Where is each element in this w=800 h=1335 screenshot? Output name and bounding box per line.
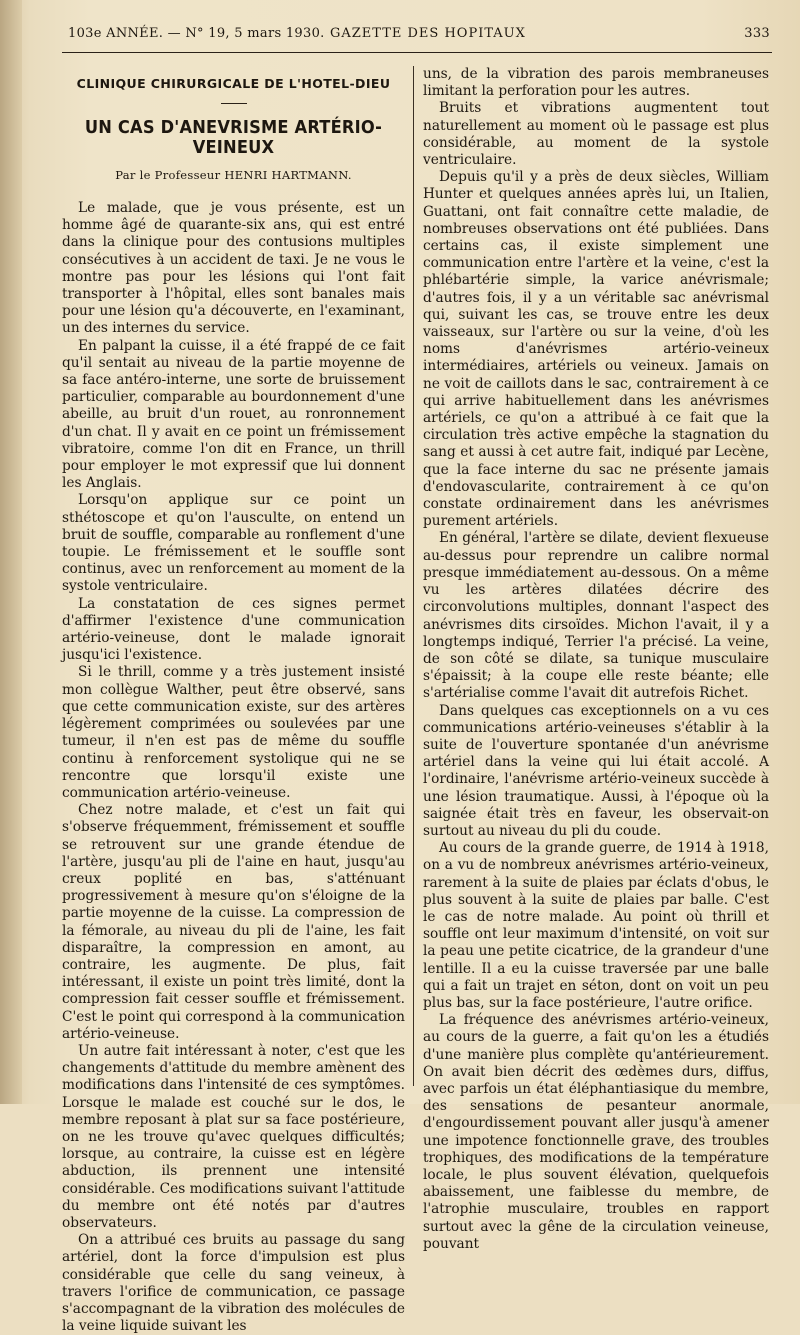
paragraph: Depuis qu'il y a près de deux siècles, William Hunter et quelques années après lui, un Italien, Guattani, ont fait connaître cette maladie, de nombreuses observations ont été publiées. Dans certains cas, il existe simplement une communication entre l'artère et la veine, c'est la phlébartérie simple, la varice anévrismale; d'autres fois, il y a un véritable sac anévrismal qui, suivant les cas, se trouve entre les deux vaisseaux, sur l'artère ou sur la veine, d'où les noms d'anévrismes artério-veineux intermédiaires, artériels ou veineux. Jamais on ne voit de caillots dans le sac, contrairement à ce qui arrive habituellement dans les anévrismes artériels, ce qu'on a attribué à ce fait que la circulation très active empêche la stagnation du sang et aussi à cet autre fait, indiqué par Lecène, que la face interne du sac ne présente jamais d'endovascularite, contrairement à ce qu'on constate ordinairement dans les anévrismes purement artériels. — [423, 169, 769, 530]
right-column — [423, 66, 769, 1253]
header-page-number: 333 — [744, 26, 770, 41]
running-header — [60, 26, 770, 48]
article-author: Par le Professeur HENRI HARTMANN. — [115, 168, 352, 182]
paragraph: La fréquence des anévrismes artério-veineux, au cours de la guerre, a fait qu'on les a étudiés d'une manière plus complète qu'antérieurement. On avait bien décrit des œdèmes durs, diffus, avec parfois un état éléphantiasique du membre, des sensations de pesanteur anormale, d'engourdissement pouvant aller jusqu'à amener une impotence fonctionnelle grave, des troubles trophiques, des modifications de la température locale, le plus souvent élévation, quelquefois abaissement, une faiblesse du membre, de l'atrophie musculaire, troubles en rapport surtout avec la gêne de la circulation veineuse, pouvant — [423, 1012, 769, 1252]
paragraph: En palpant la cuisse, il a été frappé de ce fait qu'il sentait au niveau de la partie moyenne de sa face antéro-interne, une sorte de bruissement particulier, comparable au bourdonnement d'une abeille, au bruit d'un rouet, au ronronnement d'un chat. Il y avait en ce point un frémissement vibratoire, comme l'on dit en France, un thrill pour employer le mot expressif que lui donnent les Anglais. — [62, 337, 405, 492]
paragraph: Dans quelques cas exceptionnels on a vu ces communications artério-veineuses s'établir à la suite de l'ouverture spontanée d'un anévrisme artériel dans la veine qui lui était accolé. A l'ordinaire, l'anévrisme artério-veineux succède à une lésion traumatique. Aussi, à l'époque où la saignée était très en faveur, les observait-on surtout au niveau du pli du coude. — [423, 702, 769, 839]
clinic-heading: CLINIQUE CHIRURGICALE DE L'HOTEL-DIEU — [76, 76, 391, 91]
header-journal-title: GAZETTE DES HOPITAUX — [330, 26, 526, 41]
heading-rule — [221, 103, 247, 104]
left-column — [62, 70, 405, 1335]
paragraph: Chez notre malade, et c'est un fait qui s'observe fréquemment, frémissement et souffle se retrouvent sur une grande étendue de l'artère, jusqu'au pli de l'aine en haut, jusqu'au creux poplité en bas, s'atténuant progressivement à mesure qu'on s'éloigne de la partie moyenne de la cuisse. La compression de la fémorale, au niveau du pli de l'aine, les fait disparaître, la compression en amont, au contraire, les augmente. De plus, fait intéressant, il existe un point très limité, dont la compression fait cesser souffle et frémissement. C'est le point qui correspond à la communication artério-veineuse. — [62, 802, 405, 1042]
paragraph: Le malade, que je vous présente, est un homme âgé de quarante-six ans, qui est entré dans la clinique pour des contusions multiples consécutives à un accident de taxi. Je ne vous le montre pas pour les lésions qui l'ont fait transporter à l'hôpital, elles sont banales mais pour une lésion qu'a découverte, en l'examinant, un des internes du service. — [62, 200, 405, 337]
paragraph-continued: uns, de la vibration des parois membraneuses limitant la perforation pour les autres. — [423, 66, 769, 100]
page-binding-shadow — [0, 0, 22, 1104]
paragraph: La constatation de ces signes permet d'affirmer l'existence d'une communication artério-veineuse, dont le malade ignorait jusqu'ici l'existence. — [62, 595, 405, 664]
header-issue-info: 103e ANNÉE. — N° 19, 5 mars 1930. — [68, 26, 325, 41]
column-divider — [413, 66, 414, 1086]
paragraph: Un autre fait intéressant à noter, c'est que les changements d'attitude du membre amènent des modifications dans l'intensité de ces symptômes. Lorsque le malade est couché sur le dos, le membre reposant à plat sur sa face postérieure, on ne les trouve qu'avec quelques difficultés; lorsque, au contraire, la cuisse est en légère abduction, ils prennent une intensité considérable. Ces modifications suivant l'attitude du membre ont été notés par d'autres observateurs. — [62, 1042, 405, 1231]
paragraph: Lorsqu'on applique sur ce point un sthétoscope et qu'on l'ausculte, on entend un bruit de souffle, comparable au ronflement d'une toupie. Le frémissement et le souffle sont continus, avec un renforcement au moment de la systole ventriculaire. — [62, 492, 405, 595]
paragraph: Au cours de la grande guerre, de 1914 à 1918, on a vu de nombreux anévrismes artério-veineux, rarement à la suite de plaies par éclats d'obus, le plus souvent à la suite de plaies par balle. C'est le cas de notre malade. Au point où thrill et souffle ont leur maximum d'intensité, on voit sur la peau une petite cicatrice, de la grandeur d'une lentille. Il a eu la cuisse traversée par une balle qui a fait un trajet en séton, dont on voit un peu plus bas, sur la face postérieure, l'autre orifice. — [423, 840, 769, 1011]
paragraph: On a attribué ces bruits au passage du sang artériel, dont la force d'impulsion est plus considérable que celle du sang veineux, à travers l'orifice de communication, ce passage s'accompagnant de la vibration des molécules de la veine liquide suivant les — [62, 1232, 405, 1335]
header-rule — [62, 52, 772, 53]
paragraph: Bruits et vibrations augmentent tout naturellement au moment où le passage est plus considérable, au moment de la systole ventriculaire. — [423, 100, 769, 169]
paragraph: Si le thrill, comme y a très justement insisté mon collègue Walther, peut être observé, sans que cette communication existe, sur des artères légèrement comprimées ou soulevées par une tumeur, il n'en est pas de même du souffle continu à renforcement systolique qui ne se rencontre que lorsqu'il existe une communication artério-veineuse. — [62, 664, 405, 801]
paragraph: En général, l'artère se dilate, devient flexueuse au-dessus pour reprendre un calibre normal presque immédiatement au-dessous. On a même vu les artères dilatées décrire des circonvolutions multiples, donnant l'aspect des anévrismes dits cirsoïdes. Michon l'avait, il y a longtemps indiqué, Terrier l'a précisé. La veine, de son côté se dilate, sa tunique musculaire s'épaissit; à la coupe elle reste béante; elle s'artérialise comme l'avait dit autrefois Richet. — [423, 530, 769, 702]
article-title: UN CAS D'ANEVRISME ARTÉRIO-VEINEUX — [84, 118, 383, 158]
